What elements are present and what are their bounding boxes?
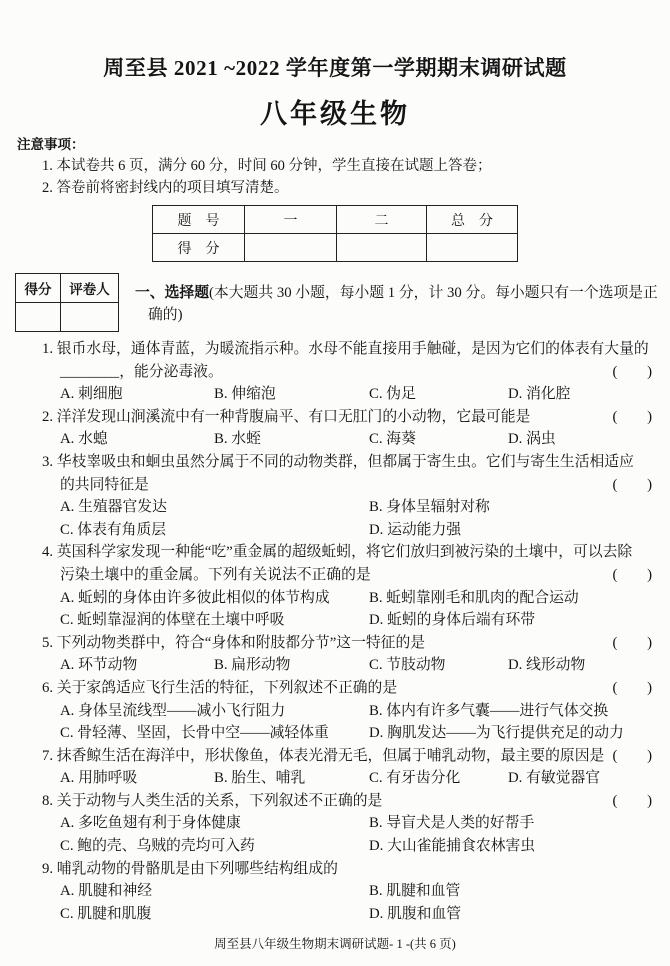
question-stem-line <box>42 406 656 429</box>
option-c: C. 鲍的壳、乌贼的壳均可入药 <box>60 838 255 855</box>
page-footer: 周至县八年级生物期末调研试题- 1 -(共 6 页) <box>214 937 456 951</box>
option-b: B. 导盲犬是人类的好帮手 <box>369 815 535 832</box>
notice-heading: 注意事项： <box>17 137 85 152</box>
score-header-part2: 二 <box>337 206 427 234</box>
option-d: D. 线形动物 <box>508 657 586 674</box>
question-stem-line <box>42 677 656 700</box>
option-a: A. 生殖器官发达 <box>60 499 167 516</box>
question-stem-line <box>42 451 656 474</box>
question-stem-line <box>42 632 656 655</box>
answer-blank: ( ) <box>612 634 652 651</box>
question-6 <box>42 677 656 745</box>
question-stem-text: ________，能分泌毒液。 <box>60 363 223 380</box>
section-description: 确的) <box>148 307 183 323</box>
exam-title: 周至县 2021 ~2022 学年度第一学期期末调研试题 <box>103 56 567 80</box>
exam-subject: 八年级生物 <box>260 99 410 129</box>
question-8 <box>42 790 656 858</box>
question-stem-text: 2. 洋洋发现山涧溪流中有一种背腹扁平、有口无肛门的小动物，它最可能是 <box>42 408 531 425</box>
score-row-label: 得 分 <box>153 234 245 262</box>
option-row <box>42 654 656 677</box>
question-stem-line <box>42 858 656 881</box>
option-row <box>42 700 656 723</box>
option-d: D. 有敏觉器官 <box>508 770 601 787</box>
notice-item: 2. 答卷前将密封线内的项目填写清楚。 <box>42 180 289 196</box>
option-row <box>42 880 656 903</box>
option-d: D. 运动能力强 <box>369 521 462 538</box>
question-stem-line <box>42 541 656 564</box>
option-c: C. 骨轻薄、坚固，长骨中空——减轻体重 <box>60 725 329 742</box>
answer-blank: ( ) <box>612 408 652 425</box>
question-stem-text: 6. 关于家鸽适应飞行生活的特征，下列叙述不正确的是 <box>42 679 398 696</box>
option-a: A. 身体呈流线型——减小飞行阻力 <box>60 702 286 719</box>
option-b: B. 体内有许多气囊——进行气体交换 <box>369 702 609 719</box>
option-d: D. 胸肌发达——为飞行提供充足的动力 <box>369 725 624 742</box>
option-row <box>42 722 656 745</box>
option-a: A. 多吃鱼翅有利于身体健康 <box>60 815 241 832</box>
question-stem-text: 9. 哺乳动物的骨骼肌是由下列哪些结构组成的 <box>42 860 338 877</box>
option-row <box>42 519 656 542</box>
score-header-part1: 一 <box>245 206 337 234</box>
score-table <box>152 205 518 262</box>
question-3 <box>42 451 656 541</box>
section-title: 一、选择题 <box>135 285 209 301</box>
section-heading-line <box>135 282 658 304</box>
question-1 <box>42 338 656 406</box>
grader-score-label: 得分 <box>16 274 61 303</box>
question-stem-text: 7. 抹香鲸生活在海洋中，形状像鱼，体表光滑无毛，但属于哺乳动物，最主要的原因是 <box>42 747 605 764</box>
score-cell-total <box>427 234 518 262</box>
question-7 <box>42 745 656 790</box>
option-d: D. 消化腔 <box>508 386 571 403</box>
score-table-header-row <box>153 206 518 234</box>
option-b: B. 扁形动物 <box>214 657 291 674</box>
option-b: B. 蚯蚓靠刚毛和肌肉的配合运动 <box>369 589 579 606</box>
option-row <box>42 383 656 406</box>
option-a: A. 肌腱和神经 <box>60 883 153 900</box>
option-c: C. 海葵 <box>369 431 416 448</box>
option-d: D. 涡虫 <box>508 431 556 448</box>
question-stem-text: 5. 下列动物类群中，符合“身体和附肢都分节”这一特征的是 <box>42 634 426 651</box>
question-stem-line <box>42 474 656 497</box>
option-d: D. 肌腹和血管 <box>369 905 462 922</box>
score-header-total: 总 分 <box>427 206 518 234</box>
question-stem-line <box>42 745 656 768</box>
option-row <box>42 496 656 519</box>
option-b: B. 肌腱和血管 <box>369 883 461 900</box>
score-table-value-row <box>153 234 518 262</box>
option-d: D. 蚯蚓的身体后端有环带 <box>369 612 536 629</box>
score-cell-part2 <box>337 234 427 262</box>
option-b: B. 伸缩泡 <box>214 386 276 403</box>
question-stem-line <box>42 790 656 813</box>
notice-item: 1. 本试卷共 6 页，满分 60 分，时间 60 分钟，学生直接在试题上答卷； <box>42 158 492 174</box>
question-stem-text: 污染土壤中的重金属。下列有关说法不正确的是 <box>60 566 371 583</box>
grader-name-cell <box>61 303 119 332</box>
question-list <box>42 338 656 925</box>
option-b: B. 胎生、哺乳 <box>214 770 306 787</box>
option-c: C. 节肢动物 <box>369 657 446 674</box>
option-row <box>42 903 656 926</box>
answer-blank: ( ) <box>612 566 652 583</box>
grader-box <box>15 273 119 332</box>
option-c: C. 体表有角质层 <box>60 521 167 538</box>
option-b: B. 水蛭 <box>214 431 261 448</box>
score-cell-part1 <box>245 234 337 262</box>
question-stem-line <box>42 338 656 361</box>
question-stem-text: 3. 华枝睾吸虫和蛔虫虽然分属于不同的动物类群，但都属于寄生虫。它们与寄生生活相适应 <box>42 453 634 470</box>
question-5 <box>42 632 656 677</box>
question-stem-text: 8. 关于动物与人类生活的关系，下列叙述不正确的是 <box>42 792 383 809</box>
question-9 <box>42 858 656 926</box>
question-stem-line <box>42 361 656 384</box>
option-b: B. 身体呈辐射对称 <box>369 499 490 516</box>
answer-blank: ( ) <box>612 363 652 380</box>
option-a: A. 蚯蚓的身体由许多彼此相似的体节构成 <box>60 589 330 606</box>
answer-blank: ( ) <box>612 792 652 809</box>
option-row <box>42 835 656 858</box>
option-row <box>42 767 656 790</box>
option-c: C. 蚯蚓靠湿润的体壁在土壤中呼吸 <box>60 612 285 629</box>
notice-list <box>42 155 492 199</box>
question-4 <box>42 541 656 631</box>
section-heading <box>135 282 658 326</box>
option-a: A. 环节动物 <box>60 657 138 674</box>
answer-blank: ( ) <box>612 476 652 493</box>
option-row <box>42 587 656 610</box>
question-stem-text: 4. 英国科学家发现一种能“吃”重金属的超级蚯蚓，将它们放归到被污染的土壤中，可以去除 <box>42 544 633 561</box>
option-c: C. 有牙齿分化 <box>369 770 461 787</box>
option-a: A. 水螅 <box>60 431 108 448</box>
question-stem-text: 的共同特征是 <box>60 476 149 493</box>
answer-blank: ( ) <box>612 679 652 696</box>
question-stem-text: 1. 银币水母，通体青蓝，为暖流指示种。水母不能直接用手触碰，是因为它们的体表有大量的 <box>42 341 649 357</box>
option-row <box>42 609 656 632</box>
option-d: D. 大山雀能捕食农林害虫 <box>369 838 536 855</box>
section-description: (本大题共 30 小题，每小题 1 分，计 30 分。每小题只有一个选项是正 <box>209 285 658 301</box>
grader-score-cell <box>16 303 61 332</box>
option-c: C. 肌腱和肌腹 <box>60 905 152 922</box>
grader-name-label: 评卷人 <box>61 274 119 303</box>
question-stem-line <box>42 564 656 587</box>
answer-blank: ( ) <box>612 747 652 764</box>
option-c: C. 伪足 <box>369 386 416 403</box>
option-row <box>42 812 656 835</box>
option-row <box>42 428 656 451</box>
question-2 <box>42 406 656 451</box>
option-a: A. 用肺呼吸 <box>60 770 138 787</box>
score-header-item: 题 号 <box>153 206 245 234</box>
option-a: A. 刺细胞 <box>60 386 123 403</box>
